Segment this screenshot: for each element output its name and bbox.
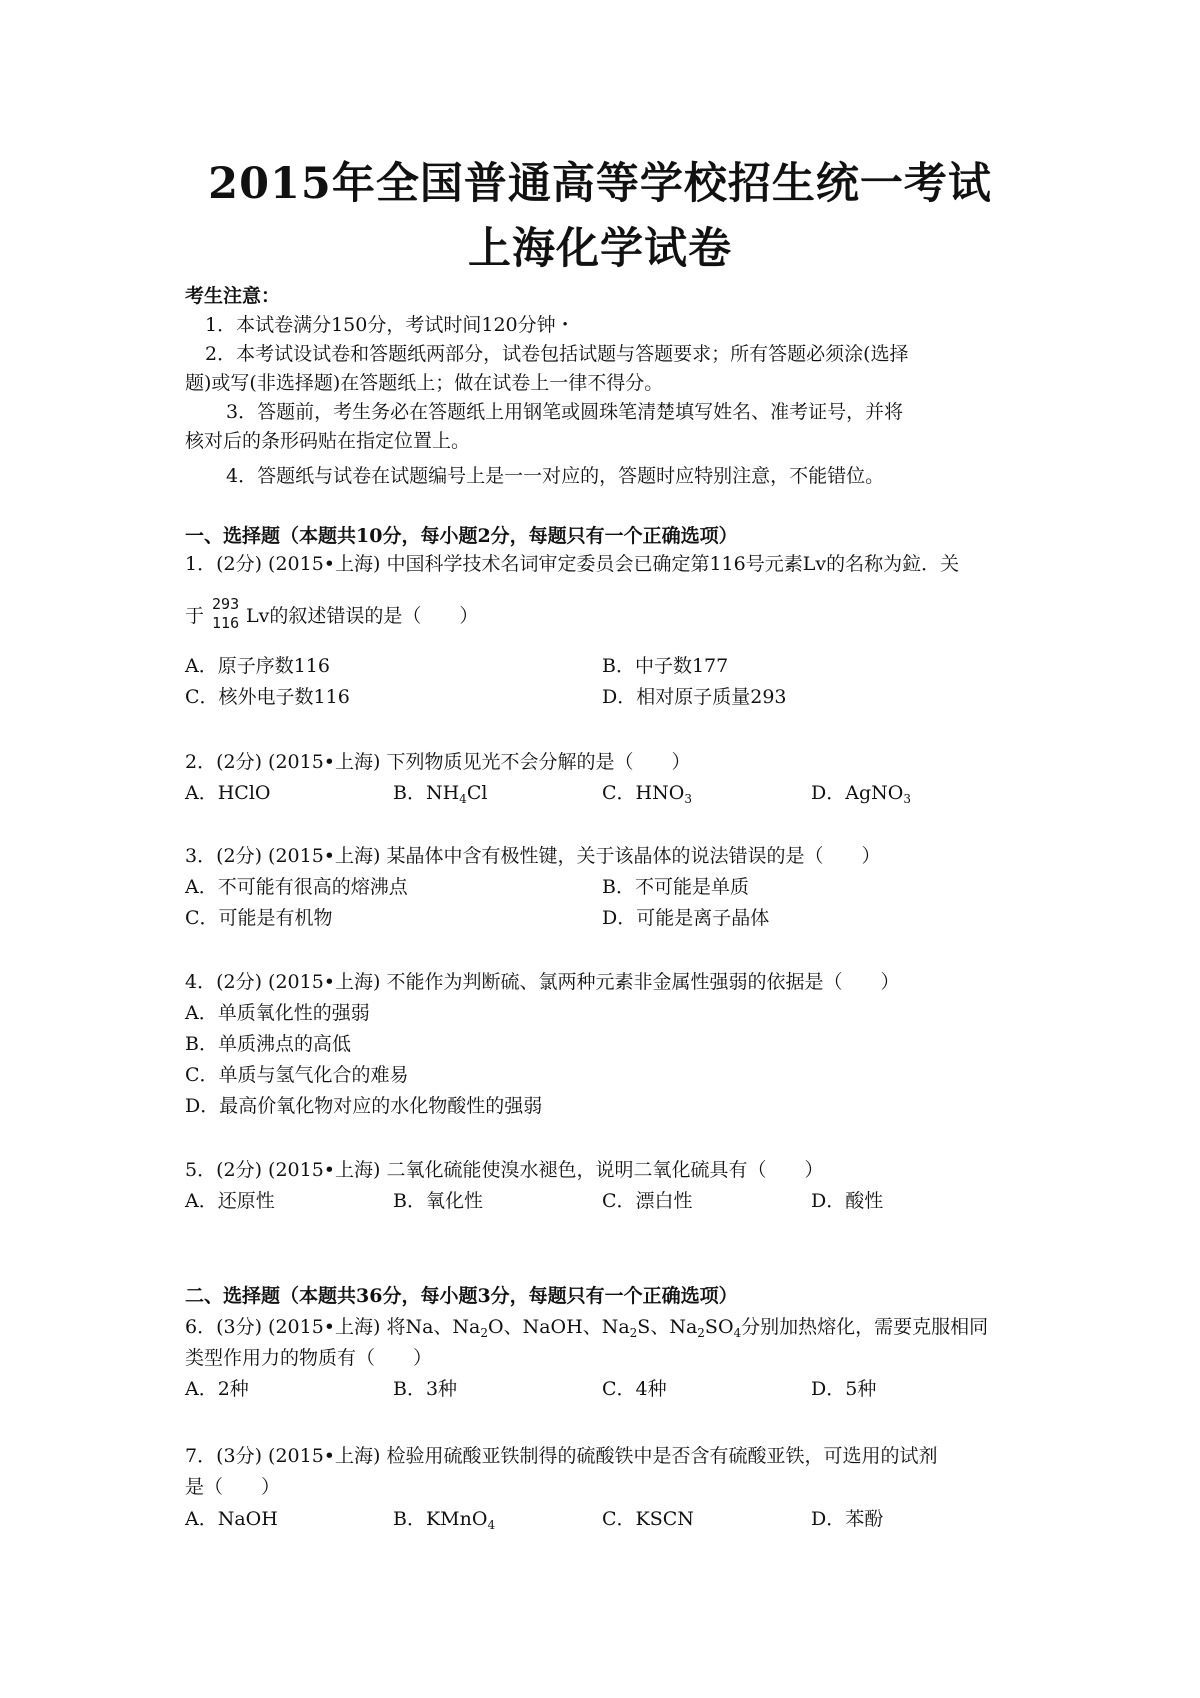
option-a: A．NaOH: [185, 1508, 278, 1530]
question-stem: 类型作用力的物质有（ ）: [185, 1347, 433, 1369]
subscript: 4: [459, 792, 467, 806]
notice-item: 4．答题纸与试卷在试题编号上是一一对应的，答题时应特别注意，不能错位。: [226, 465, 885, 487]
option-a: A．HClO: [185, 782, 271, 804]
question-stem: 3．(2分) (2015•上海) 某晶体中含有极性键，关于该晶体的说法错误的是（ ）: [185, 845, 881, 867]
section-heading: 二、选择题（本题共36分，每小题3分，每题只有一个正确选项）: [185, 1285, 738, 1307]
text-span: D．AgNO: [811, 782, 904, 804]
option-c: C．核外电子数116: [185, 686, 350, 708]
text-span: SO: [704, 1316, 734, 1338]
question-stem: [185, 596, 478, 636]
page-subtitle: 上海化学试卷: [468, 224, 732, 274]
option-c: C．KSCN: [602, 1508, 694, 1530]
option-d: D．最高价氧化物对应的水化物酸性的强弱: [185, 1095, 543, 1117]
option-c: C．漂白性: [602, 1190, 693, 1212]
option-a: A．原子序数116: [185, 655, 330, 677]
subscript: 3: [903, 792, 911, 806]
option-b: [393, 1507, 495, 1531]
text-span: 于: [185, 605, 205, 627]
option-d: D．相对原子质量293: [602, 686, 787, 708]
text-span: B．NH: [393, 782, 460, 804]
option-b: B．单质沸点的高低: [185, 1033, 351, 1055]
option-b: B．不可能是单质: [602, 876, 749, 898]
text-span: O、NaOH、Na: [488, 1316, 630, 1338]
question-stem: [185, 1315, 988, 1339]
option-d: D．酸性: [811, 1190, 884, 1212]
section-heading: 一、选择题（本题共10分，每小题2分，每题只有一个正确选项）: [185, 525, 738, 547]
notice-heading: 考生注意：: [185, 285, 281, 307]
subscript: 2: [697, 1326, 705, 1340]
notice-item: 3．答题前，考生务必在答题纸上用钢笔或圆珠笔清楚填写姓名、准考证号，并将: [226, 401, 904, 423]
text-span: C．HNO: [602, 782, 685, 804]
option-d: D．可能是离子晶体: [602, 907, 770, 929]
question-stem: 2．(2分) (2015•上海) 下列物质见光不会分解的是（ ）: [185, 751, 691, 773]
question-stem: 7．(3分) (2015•上海) 检验用硫酸亚铁制得的硫酸铁中是否含有硫酸亚铁，可选用的试剂: [185, 1445, 938, 1467]
option-c: [602, 781, 692, 805]
question-stem: 是（ ）: [185, 1476, 281, 1498]
subscript: 2: [480, 1326, 489, 1340]
question-stem: 1．(2分) (2015•上海) 中国科学技术名词审定委员会已确定第116号元素Lv的名称为鉝．关: [185, 553, 960, 575]
text-span: B．KMnO: [393, 1508, 488, 1530]
mass-number: 293: [212, 595, 240, 613]
question-stem: 4．(2分) (2015•上海) 不能作为判断硫、氯两种元素非金属性强弱的依据是（ ）: [185, 971, 900, 993]
option-d: [811, 781, 911, 805]
option-b: B．3种: [393, 1378, 458, 1400]
option-a: A．还原性: [185, 1190, 275, 1212]
subscript: 3: [684, 792, 692, 806]
text-span: Lv的叙述错误的是（ ）: [246, 605, 479, 627]
question-stem: 5．(2分) (2015•上海) 二氧化硫能使溴水褪色，说明二氧化硫具有（ ）: [185, 1159, 824, 1181]
option-c: C．可能是有机物: [185, 907, 333, 929]
option-a: A．不可能有很高的熔沸点: [185, 876, 408, 898]
option-d: D．5种: [811, 1378, 877, 1400]
notice-item: 2．本考试设试卷和答题纸两部分，试卷包括试题与答题要求；所有答题必须涂(选择: [205, 343, 909, 365]
text-span: 分别加热熔化，需要克服相同: [741, 1316, 989, 1338]
option-c: C．单质与氢气化合的难易: [185, 1064, 409, 1086]
option-a: A．2种: [185, 1378, 249, 1400]
option-b: B．氧化性: [393, 1190, 483, 1212]
notice-item: 题)或写(非选择题)在答题纸上；做在试卷上一律不得分。: [185, 372, 664, 394]
text-span: Cl: [466, 782, 488, 804]
atomic-number: 116: [212, 614, 240, 632]
option-c: C．4种: [602, 1378, 667, 1400]
option-a: A．单质氧化性的强弱: [185, 1002, 370, 1024]
subscript: 4: [487, 1518, 496, 1532]
notice-item: 1．本试卷满分150分，考试时间120分钟・: [205, 314, 575, 336]
subscript: 4: [733, 1326, 742, 1340]
option-b: B．中子数177: [602, 655, 729, 677]
text-span: S、Na: [637, 1316, 698, 1338]
subscript: 2: [629, 1326, 638, 1340]
nuclide-symbol: [204, 596, 246, 636]
text-span: 6．(3分) (2015•上海) 将Na、Na: [185, 1316, 481, 1338]
option-d: D．苯酚: [811, 1508, 884, 1530]
notice-item: 核对后的条形码贴在指定位置上。: [185, 430, 471, 452]
option-b: [393, 781, 487, 805]
page-title: 2015年全国普通高等学校招生统一考试: [208, 159, 992, 209]
